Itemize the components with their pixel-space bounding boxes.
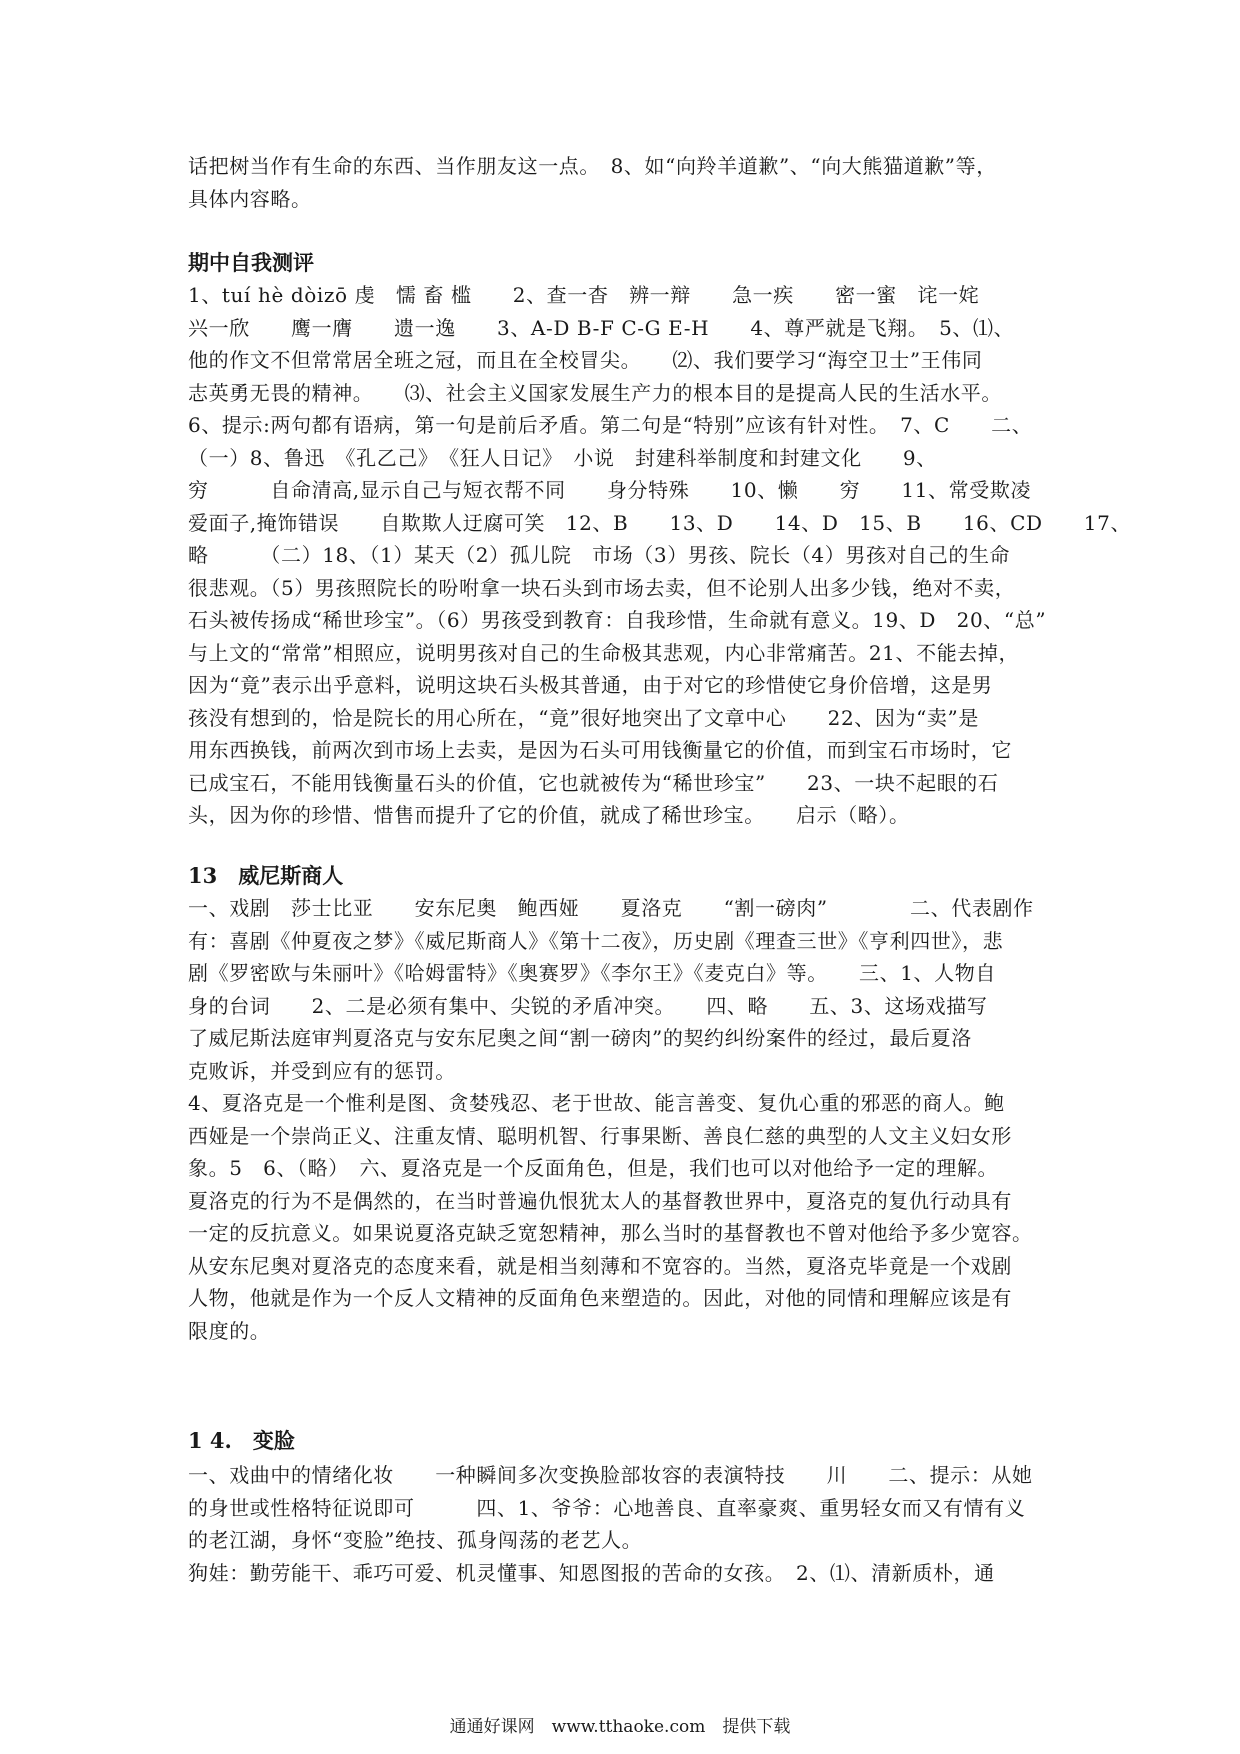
paragraph-line: 因为“竟”表示出乎意料，说明这块石头极其普通，由于对它的珍惜使它身价倍增，这是男 — [188, 673, 993, 697]
paragraph-line: 孩没有想到的，恰是院长的用心所在，“竟”很好地突出了文章中心 22、因为“卖”是 — [188, 705, 979, 730]
paragraph-line: 的老江湖，身怀“变脸”绝技、孤身闯荡的老艺人。 — [188, 1528, 643, 1552]
paragraph-line: 有：喜剧《仲夏夜之梦》《威尼斯商人》《第十二夜》，历史剧《理查三世》《亨利四世》，悲 — [188, 928, 1004, 953]
paragraph-line: 具体内容略。 — [188, 186, 312, 211]
paragraph-line: 爱面子,掩饰错误 自欺欺人迂腐可笑 12、B 13、D 14、D 15、B 16、CD 17、 — [188, 510, 1132, 535]
paragraph-line: 兴一欣 鹰一膺 遗一逸 3、A-D B-F C-G E-H 4、尊严就是飞翔。 5、⑴、 — [188, 315, 1015, 340]
page-footer: 通通好课网 www.tthaoke.com 提供下载 — [449, 1717, 791, 1737]
lesson14-section — [188, 1425, 1058, 1457]
paragraph-line: 一、戏剧 莎士比亚 安东尼奥 鲍西娅 夏洛克 “割一磅肉” 二、代表剧作 — [188, 896, 1034, 920]
paragraph-line: 他的作文不但常常居全班之冠，而且在全校冒尖。 ⑵、我们要学习“海空卫士”王伟同 — [188, 348, 983, 372]
paragraph-line: 穷 自命清高,显示自己与短衣帮不同 身分特殊 10、懒 穷 11、常受欺凌 — [188, 478, 1032, 502]
paragraph-line: 克败诉，并受到应有的惩罚。 — [188, 1058, 456, 1083]
section-heading: 期中自我测评 — [188, 250, 314, 275]
paragraph-line: 用东西换钱，前两次到市场上去卖，是因为石头可用钱衡量它的价值，而到宝石市场时，它 — [188, 738, 1012, 762]
lesson14-body — [188, 1459, 1058, 1589]
paragraph-line: 已成宝石，不能用钱衡量石头的价值，它也就被传为“稀世珍宝” 23、一块不起眼的石 — [188, 770, 999, 795]
paragraph-line: 石头被传扬成“稀世珍宝”。（6）男孩受到教育：自我珍惜，生命就有意义。19、D 20、“总” — [188, 608, 1047, 632]
paragraph-line: 身的台词 2、二是必须有集中、尖锐的矛盾冲突。 四、略 五、3、这场戏描写 — [188, 993, 988, 1018]
paragraph-line: 的身世或性格特征说即可 四、1、爷爷：心地善良、直率豪爽、重男轻女而又有情有义 — [188, 1495, 1026, 1520]
paragraph-line: 从安东尼奥对夏洛克的态度来看，就是相当刻薄和不宽容的。当然，夏洛克毕竟是一个戏剧 — [188, 1253, 1012, 1278]
paragraph-line: 4、夏洛克是一个惟利是图、贪婪残忍、老于世故、能言善变、复仇心重的邪恶的商人。鲍 — [188, 1091, 1005, 1115]
paragraph-line: 象。5 6、（略） 六、夏洛克是一个反面角色，但是，我们也可以对他给予一定的理解。 — [188, 1156, 999, 1180]
paragraph-line: 与上文的“常常”相照应，说明男孩对自己的生命极其悲观，内心非常痛苦。21、不能去掉， — [188, 640, 1020, 665]
paragraph-line: 狗娃：勤劳能干、乖巧可爱、机灵懂事、知恩图报的苦命的女孩。 2、⑴、清新质朴，通 — [188, 1560, 995, 1585]
paragraph-line: 剧《罗密欧与朱丽叶》《哈姆雷特》《奥赛罗》《李尔王》《麦克白》等。 三、1、人物自 — [188, 961, 996, 985]
paragraph-line: 很悲观。（5）男孩照院长的吩咐拿一块石头到市场去卖，但不论别人出多少钱，绝对不卖， — [188, 575, 1016, 600]
paragraph-line: 限度的。 — [188, 1318, 271, 1343]
lesson13-body — [188, 892, 1058, 1347]
paragraph-line: 1、tuí hè dòizō 虔 懦 畜 槛 2、查一杳 辨一辩 急一疾 密一蜜 诧一姹 — [188, 283, 980, 307]
section-heading: 1 4. 变脸 — [188, 1428, 295, 1453]
paragraph-line: 话把树当作有生命的东西、当作朋友这一点。 8、如“向羚羊道歉”、“向大熊猫道歉”等， — [188, 154, 997, 178]
paragraph-line: 一定的反抗意义。如果说夏洛克缺乏宽恕精神，那么当时的基督教也不曾对他给予多少宽容。 — [188, 1221, 1033, 1245]
midterm-section — [188, 247, 1058, 279]
paragraph-line: 一、戏曲中的情绪化妆 一种瞬间多次变换脸部妆容的表演特技 川 二、提示：从她 — [188, 1463, 1033, 1487]
paragraph-line: 人物，他就是作为一个反人文精神的反面角色来塑造的。因此，对他的同情和理解应该是有 — [188, 1286, 1012, 1310]
paragraph-line: 略 （二）18、（1）某天（2）孤儿院 市场（3）男孩、院长（4）男孩对自己的生命 — [188, 543, 1011, 567]
paragraph-line: 西娅是一个崇尚正义、注重友情、聪明机智、行事果断、善良仁慈的典型的人文主义妇女形 — [188, 1123, 1012, 1148]
paragraph-line: 了威尼斯法庭审判夏洛克与安东尼奥之间“割一磅肉”的契约纠纷案件的经过，最后夏洛 — [188, 1026, 972, 1050]
midterm-body — [188, 279, 1132, 832]
intro-section — [188, 150, 1058, 215]
paragraph-line: 志英勇无畏的精神。 ⑶、社会主义国家发展生产力的根本目的是提高人民的生活水平。 — [188, 380, 1002, 405]
paragraph-line: 6、提示:两句都有语病，第一句是前后矛盾。第二句是“特别”应该有针对性。 7、C 二、 — [188, 413, 1033, 437]
lesson13-section — [188, 860, 1058, 892]
paragraph-line: 头，因为你的珍惜、惜售而提升了它的价值，就成了稀世珍宝。 启示（略）。 — [188, 803, 910, 827]
paragraph-line: （一）8、鲁迅 《孔乙己》 《狂人日记》 小说 封建科举制度和封建文化 9、 — [188, 445, 937, 470]
paragraph-line: 夏洛克的行为不是偶然的，在当时普遍仇恨犹太人的基督教世界中，夏洛克的复仇行动具有 — [188, 1188, 1012, 1213]
section-heading: 13 威尼斯商人 — [188, 863, 344, 888]
